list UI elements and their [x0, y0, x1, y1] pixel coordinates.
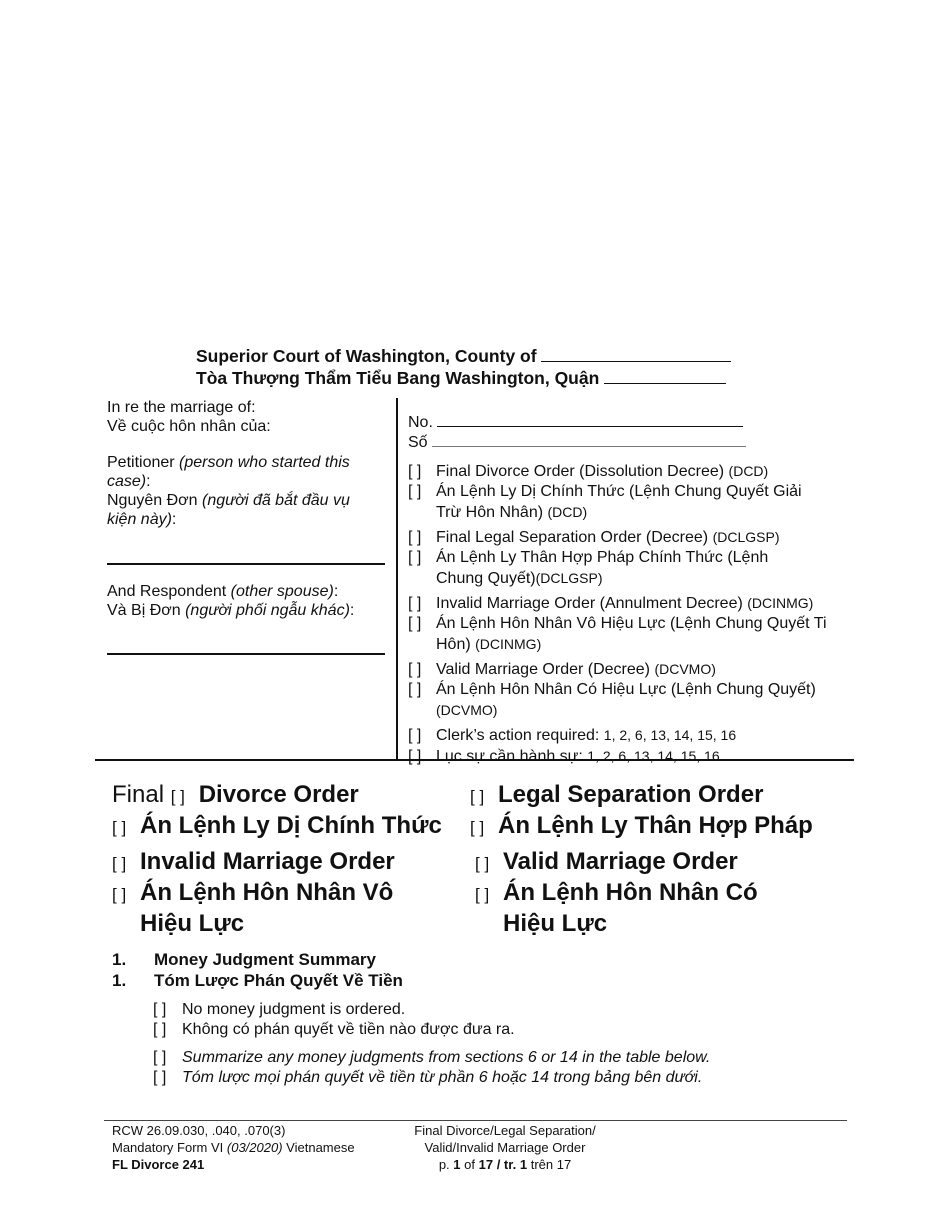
checkbox[interactable]: [ ] — [408, 661, 422, 678]
option-text: Invalid Marriage Order (Annulment Decree) — [436, 595, 743, 612]
decree-option[interactable] — [408, 548, 858, 568]
footer-form-lang: Vietnamese — [286, 1140, 355, 1155]
decree-option[interactable] — [408, 527, 858, 548]
checkbox[interactable]: [ ] — [475, 885, 490, 904]
footer-title-2: Valid/Invalid Marriage Order — [424, 1140, 586, 1155]
respondent-label-vi: Và Bị Đơn — [107, 602, 181, 619]
checkbox[interactable]: [ ] — [408, 681, 422, 698]
option-text: Final Divorce Order (Dissolution Decree) — [436, 463, 725, 480]
checkbox[interactable]: [ ] — [408, 483, 422, 500]
decree-option[interactable] — [408, 593, 858, 614]
footer-rcw: RCW 26.09.030, .040, .070(3) — [112, 1123, 286, 1138]
checkbox[interactable]: [ ] — [112, 885, 127, 904]
checkbox[interactable]: [ ] — [408, 595, 422, 612]
case-number-label-en: No. — [408, 414, 433, 431]
respondent-note-en: (other spouse) — [230, 583, 334, 600]
option-text: Án Lệnh Ly Thân Hợp Pháp Chính Thức (Lệnh — [436, 549, 769, 566]
option-code: (DCVMO) — [436, 702, 498, 718]
case-number-blank[interactable] — [437, 426, 743, 427]
summarize-judgments-option[interactable] — [153, 1048, 710, 1088]
checkbox[interactable]: [ ] — [470, 787, 485, 806]
clerk-action[interactable] — [408, 746, 858, 767]
case-number-blank-vi[interactable] — [432, 446, 746, 447]
page-total: 17 — [478, 1157, 494, 1172]
court-line-vi: Tòa Thượng Thẩm Tiểu Bang Washington, Quận — [196, 368, 600, 388]
invalid-title — [112, 847, 395, 938]
divorce-title — [112, 780, 442, 842]
invalid-order-vi: Án Lệnh Hôn Nhân Vô — [140, 879, 394, 906]
petitioner-name-line[interactable] — [107, 563, 385, 565]
case-number-label-vi: Số — [408, 434, 428, 451]
checkbox[interactable]: [ ] — [408, 748, 422, 765]
option-text: Án Lệnh Hôn Nhân Có Hiệu Lực (Lệnh Chung Quyết) — [436, 681, 816, 698]
footer-form-date: (03/2020) — [226, 1140, 283, 1155]
no-judgment-en: No money judgment is ordered. — [182, 1001, 406, 1018]
checkbox[interactable]: [ ] — [153, 1049, 167, 1066]
page-p: p. — [438, 1157, 450, 1172]
decree-option[interactable] — [408, 659, 858, 680]
checkbox[interactable]: [ ] — [153, 1021, 167, 1038]
petitioner-label-en: Petitioner — [107, 454, 175, 471]
footer-form-id: FL Divorce 241 — [112, 1157, 205, 1172]
colon: : — [333, 583, 339, 600]
checkbox[interactable]: [ ] — [470, 818, 485, 837]
divorce-order-en: Divorce Order — [198, 781, 359, 808]
page-separator: / tr. — [496, 1157, 517, 1172]
petitioner-note-vi: (người đã bắt đầu vụ kiện này) — [107, 492, 350, 528]
checkbox[interactable]: [ ] — [153, 1001, 167, 1018]
valid-order-vi: Án Lệnh Hôn Nhân Có — [503, 879, 758, 906]
option-code: (DCLGSP) — [535, 570, 603, 586]
colon: : — [146, 473, 151, 490]
decree-option[interactable] — [408, 482, 858, 502]
option-code: (DCINMG) — [747, 595, 814, 611]
page-current: 1 — [453, 1157, 461, 1172]
marriage-caption — [107, 398, 271, 436]
no-money-judgment-option[interactable] — [153, 1000, 515, 1040]
checkbox[interactable]: [ ] — [408, 463, 422, 480]
option-text: Trừ Hôn Nhân) — [436, 504, 544, 521]
court-heading — [196, 345, 731, 389]
decree-option[interactable] — [408, 614, 858, 634]
page-of: of — [464, 1157, 475, 1172]
option-text: Final Legal Separation Order (Decree) — [436, 529, 709, 546]
colon: : — [349, 602, 355, 619]
checkbox[interactable]: [ ] — [170, 787, 185, 806]
page-number — [380, 1156, 630, 1173]
petitioner-caption — [107, 453, 382, 529]
clerk-action[interactable] — [408, 725, 858, 746]
option-text: Chung Quyết) — [436, 570, 536, 587]
section-title-vi: Tóm Lược Phán Quyết Về Tiền — [154, 971, 403, 990]
case-number — [408, 413, 746, 453]
checkbox[interactable]: [ ] — [112, 854, 127, 873]
page-total-vi: trên 17 — [530, 1157, 572, 1172]
option-code: 1, 2, 6, 13, 14, 15, 16 — [603, 727, 737, 743]
option-code: (DCLGSP) — [712, 529, 780, 545]
final-label: Final — [112, 781, 165, 808]
option-text: Valid Marriage Order (Decree) — [436, 661, 650, 678]
option-text: Lục sự cần hành sự: — [436, 748, 583, 765]
section-number: 1. — [112, 971, 127, 990]
option-text: Hôn) — [436, 636, 471, 653]
footer-title-1: Final Divorce/Legal Separation/ — [414, 1123, 596, 1138]
caption-vertical-divider — [396, 398, 398, 760]
separation-title — [470, 780, 813, 842]
footer-divider — [104, 1120, 847, 1121]
option-code: (DCINMG) — [475, 636, 542, 652]
section-title-en: Money Judgment Summary — [154, 950, 376, 969]
option-text: Clerk’s action required: — [436, 727, 600, 744]
separation-order-vi: Án Lệnh Ly Thân Hợp Pháp — [498, 812, 813, 839]
summarize-vi: Tóm lược mọi phán quyết về tiền từ phần 6 hoặc 14 trong bảng bên dưới. — [182, 1069, 703, 1086]
valid-title — [475, 847, 758, 938]
invalid-order-en: Invalid Marriage Order — [140, 848, 395, 875]
respondent-label-en: And Respondent — [107, 583, 227, 600]
checkbox[interactable]: [ ] — [408, 615, 422, 632]
no-judgment-vi: Không có phán quyết về tiền nào được đưa ra. — [182, 1021, 515, 1038]
invalid-order-vi-2: Hiệu Lực — [140, 910, 245, 937]
option-text: Án Lệnh Ly Dị Chính Thức (Lệnh Chung Quyết Giải — [436, 483, 802, 500]
checkbox[interactable]: [ ] — [408, 549, 422, 566]
checkbox[interactable]: [ ] — [408, 529, 422, 546]
option-code: (DCVMO) — [654, 661, 716, 677]
marriage-label-en: In re the marriage of: — [107, 399, 256, 416]
decree-option[interactable] — [408, 461, 858, 482]
petitioner-label-vi: Nguyên Đơn — [107, 492, 198, 509]
page-current-vi: 1 — [519, 1157, 528, 1172]
section-1-heading — [112, 949, 403, 991]
respondent-caption — [107, 582, 354, 620]
footer-center — [380, 1122, 630, 1173]
valid-order-en: Valid Marriage Order — [503, 848, 738, 875]
respondent-name-line[interactable] — [107, 653, 385, 655]
checkbox[interactable]: [ ] — [112, 818, 127, 837]
footer-left — [112, 1122, 355, 1173]
divorce-order-vi: Án Lệnh Ly Dị Chính Thức — [140, 812, 442, 839]
petitioner-note-en: (person who started this case) — [107, 454, 350, 490]
option-text: Án Lệnh Hôn Nhân Vô Hiệu Lực (Lệnh Chung Quyết Ti — [436, 615, 827, 632]
option-code: 1, 2, 6, 13, 14, 15, 16 — [587, 748, 720, 764]
marriage-label-vi: Về cuộc hôn nhân của: — [107, 418, 271, 435]
option-code: (DCD) — [728, 463, 769, 479]
valid-order-vi-2: Hiệu Lực — [503, 910, 608, 937]
option-code: (DCD) — [547, 504, 588, 520]
checkbox[interactable]: [ ] — [408, 727, 422, 744]
county-blank-vi[interactable] — [604, 383, 726, 384]
decree-option[interactable] — [408, 680, 858, 700]
respondent-note-vi: (người phối ngẫu khác) — [185, 602, 350, 619]
colon: : — [171, 511, 177, 528]
separation-order-en: Legal Separation Order — [498, 781, 764, 808]
footer-form: Mandatory Form VI — [112, 1140, 224, 1155]
checkbox[interactable]: [ ] — [475, 854, 490, 873]
court-line-en: Superior Court of Washington, County of — [196, 346, 537, 366]
decree-type-list — [408, 461, 858, 767]
summarize-en: Summarize any money judgments from sections 6 or 14 in the table below. — [182, 1049, 711, 1066]
county-blank-en[interactable] — [541, 361, 731, 362]
checkbox[interactable]: [ ] — [153, 1069, 167, 1086]
section-number: 1. — [112, 950, 127, 969]
